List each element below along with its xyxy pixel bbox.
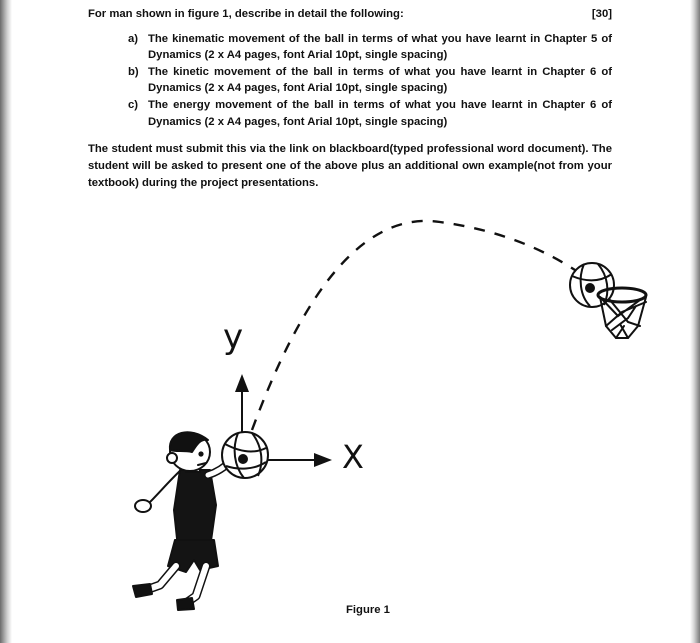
item-text: The energy movement of the ball in terms of what you have learnt in Chapter 6 of Dynamics (2 x A4 pages, font Arial 10pt, single spacing) — [148, 98, 612, 128]
y-axis-label: y — [223, 317, 244, 357]
player-figure — [133, 432, 232, 610]
item-label: a) — [128, 32, 139, 45]
question-intro: For man shown in figure 1, describe in detail the following: — [88, 8, 404, 20]
submission-note: The student must submit this via the link on blackboard(typed professional word document). The student will be asked to present one of the above plus an additional own example(not from your textbook) during the project presentations. — [88, 143, 612, 189]
item-text: The kinetic movement of the ball in terms of what you have learnt in Chapter 6 of Dynamics (2 x A4 pages, font Arial 10pt, single spacing) — [148, 65, 612, 95]
item-text: The kinematic movement of the ball in terms of what you have learnt in Chapter 5 of Dynamics (2 x A4 pages, font Arial 10pt, single spacing) — [148, 32, 612, 62]
ball-at-player — [222, 432, 268, 478]
item-label: c) — [128, 98, 139, 111]
item-label: b) — [128, 65, 139, 78]
x-axis-label: X — [342, 438, 364, 476]
ball-trajectory — [252, 221, 578, 430]
figure-caption: Figure 1 — [346, 604, 390, 616]
question-marks: [30] — [591, 8, 612, 20]
